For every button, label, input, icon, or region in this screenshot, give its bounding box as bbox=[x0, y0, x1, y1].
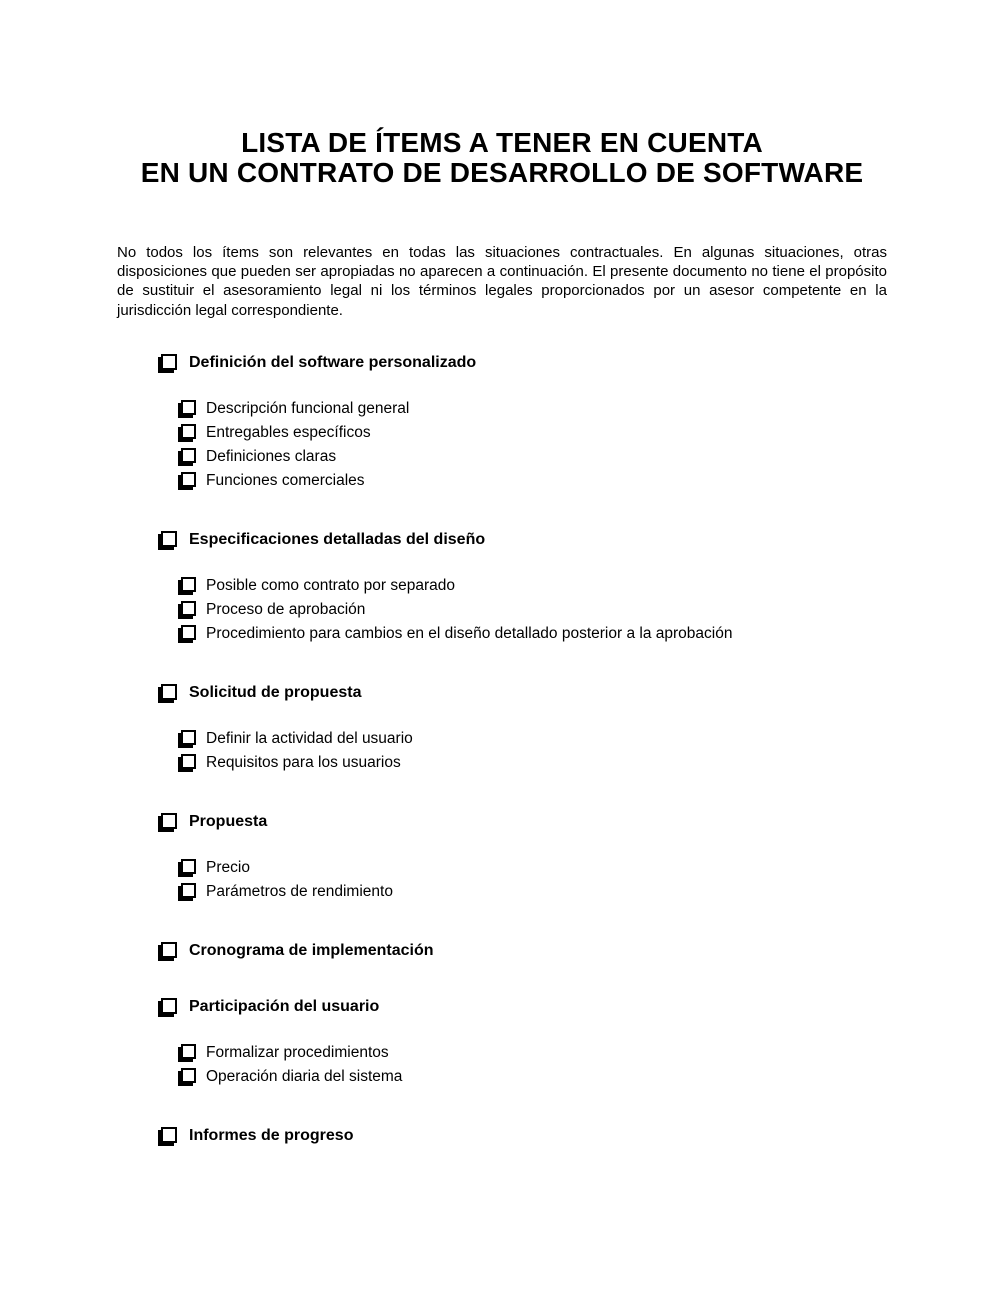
section-heading-row bbox=[117, 998, 887, 1016]
section-item-list bbox=[117, 727, 887, 775]
checklist-item bbox=[117, 574, 887, 598]
checklist-item bbox=[117, 622, 887, 646]
checklist-item-label: Precio bbox=[206, 858, 250, 876]
checklist-item bbox=[117, 469, 887, 493]
section-heading-row bbox=[117, 813, 887, 831]
section-heading-label: Participación del usuario bbox=[189, 997, 380, 1015]
checkbox-icon bbox=[181, 448, 196, 463]
section-heading-label: Cronograma de implementación bbox=[189, 941, 434, 959]
section-heading-label: Solicitud de propuesta bbox=[189, 683, 362, 701]
section-heading-label: Especificaciones detalladas del diseño bbox=[189, 530, 486, 548]
page-title-line-1: LISTA DE ÍTEMS A TENER EN CUENTA bbox=[241, 127, 763, 158]
checklist-section bbox=[117, 998, 887, 1089]
checklist-item bbox=[117, 1041, 887, 1065]
checklist-item bbox=[117, 727, 887, 751]
section-heading-label: Propuesta bbox=[189, 812, 268, 830]
checklist-item bbox=[117, 445, 887, 469]
checklist-sections bbox=[117, 354, 887, 1145]
checkbox-icon bbox=[161, 813, 177, 829]
checklist-item-label: Entregables específicos bbox=[206, 423, 371, 441]
checkbox-icon bbox=[181, 1044, 196, 1059]
checklist-item-label: Descripción funcional general bbox=[206, 399, 410, 417]
checkbox-icon bbox=[181, 424, 196, 439]
checkbox-icon bbox=[181, 1068, 196, 1083]
checkbox-icon bbox=[161, 684, 177, 700]
checklist-item-label: Procedimiento para cambios en el diseño detallado posterior a la aprobación bbox=[206, 624, 733, 642]
checkbox-icon bbox=[161, 1127, 177, 1143]
checklist-section bbox=[117, 942, 887, 960]
checklist-item-label: Parámetros de rendimiento bbox=[206, 882, 393, 900]
checklist-item bbox=[117, 880, 887, 904]
checkbox-icon bbox=[181, 577, 196, 592]
section-heading-row bbox=[117, 942, 887, 960]
checkbox-icon bbox=[161, 531, 177, 547]
checklist-section bbox=[117, 1127, 887, 1145]
checkbox-icon bbox=[181, 472, 196, 487]
checklist-item-label: Definiciones claras bbox=[206, 447, 337, 465]
checklist-section bbox=[117, 354, 887, 493]
checkbox-icon bbox=[181, 883, 196, 898]
checkbox-icon bbox=[161, 354, 177, 370]
section-item-list bbox=[117, 397, 887, 493]
checklist-section bbox=[117, 531, 887, 646]
checklist-item-label: Operación diaria del sistema bbox=[206, 1067, 403, 1085]
page-title bbox=[117, 128, 887, 188]
checklist-section bbox=[117, 813, 887, 904]
checklist-item-label: Requisitos para los usuarios bbox=[206, 753, 401, 771]
checkbox-icon bbox=[181, 601, 196, 616]
checkbox-icon bbox=[181, 859, 196, 874]
checklist-item bbox=[117, 751, 887, 775]
section-heading-row bbox=[117, 684, 887, 702]
checkbox-icon bbox=[181, 400, 196, 415]
checkbox-icon bbox=[161, 998, 177, 1014]
section-item-list bbox=[117, 574, 887, 646]
checklist-item bbox=[117, 397, 887, 421]
checklist-item bbox=[117, 598, 887, 622]
section-heading-row bbox=[117, 354, 887, 372]
checklist-item-label: Posible como contrato por separado bbox=[206, 576, 456, 594]
checklist-item-label: Proceso de aprobación bbox=[206, 600, 366, 618]
checkbox-icon bbox=[181, 730, 196, 745]
checkbox-icon bbox=[181, 754, 196, 769]
section-item-list bbox=[117, 1041, 887, 1089]
section-item-list bbox=[117, 856, 887, 904]
checklist-section bbox=[117, 684, 887, 775]
page-title-line-2: EN UN CONTRATO DE DESARROLLO DE SOFTWARE bbox=[140, 157, 864, 188]
checkbox-icon bbox=[181, 625, 196, 640]
section-heading-row bbox=[117, 1127, 887, 1145]
section-heading-label: Informes de progreso bbox=[189, 1126, 354, 1144]
checklist-item-label: Definir la actividad del usuario bbox=[206, 729, 413, 747]
checklist-item bbox=[117, 421, 887, 445]
section-heading-label: Definición del software personalizado bbox=[189, 353, 477, 371]
checklist-item-label: Formalizar procedimientos bbox=[206, 1043, 389, 1061]
checkbox-icon bbox=[161, 942, 177, 958]
checklist-item bbox=[117, 856, 887, 880]
checklist-item-label: Funciones comerciales bbox=[206, 471, 365, 489]
checklist-item bbox=[117, 1065, 887, 1089]
section-heading-row bbox=[117, 531, 887, 549]
intro-paragraph: No todos los ítems son relevantes en todas las situaciones contractuales. En algunas situaciones, otras disposiciones que pueden ser apropiadas no aparecen a continuación. El presente documento no tiene el propósito de sustituir el asesoramiento legal ni los términos legales proporcionados por un asesor competente en la jurisdicción legal correspondiente. bbox=[117, 244, 887, 319]
